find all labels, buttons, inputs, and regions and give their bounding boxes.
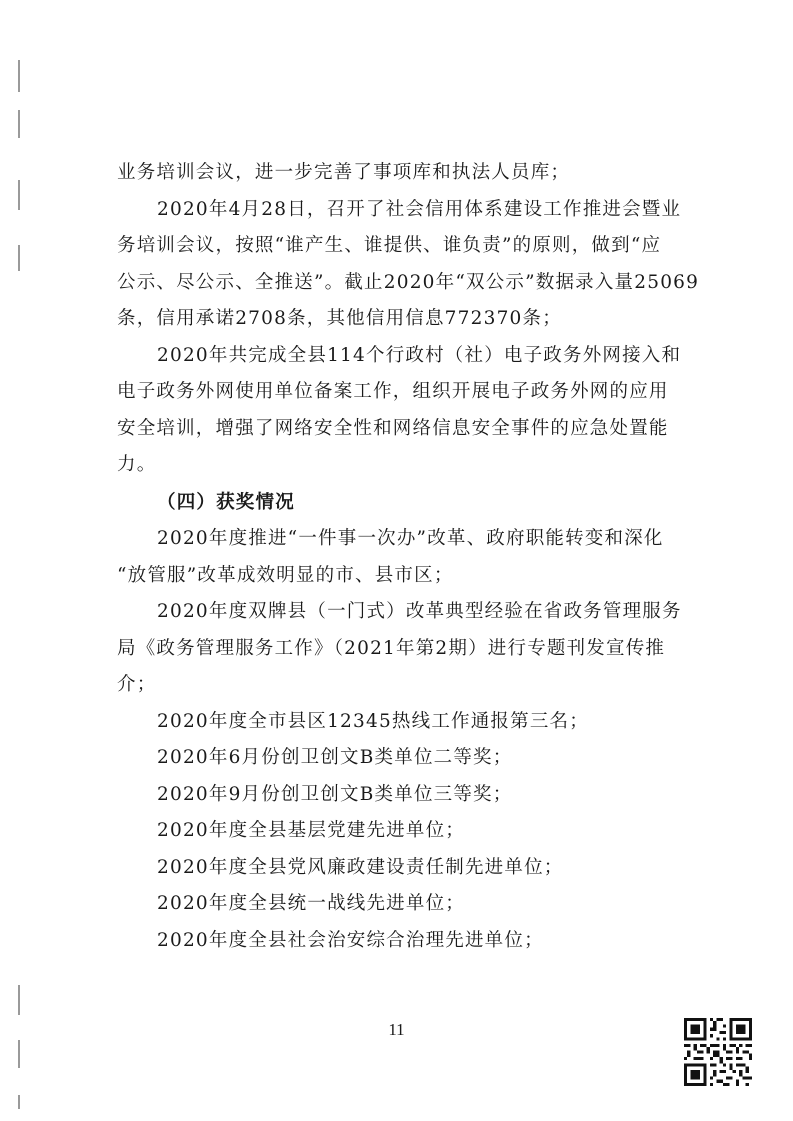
body-text-line: 业务培训会议，进一步完善了事项库和执法人员库；: [117, 162, 571, 183]
edge-mark: [18, 110, 20, 138]
body-text-line: 电子政务外网使用单位备案工作，组织开展电子政务外网的应用: [117, 381, 669, 402]
edge-mark: [18, 985, 20, 1015]
body-text-line: 务培训会议，按照“谁产生、谁提供、谁负责”的原则，做到“应: [117, 235, 662, 256]
award-item-line: 介；: [117, 674, 157, 695]
body-text-line: 2020年共完成全县114个行政村（社）电子政务外网接入和: [157, 344, 682, 366]
body-text-line: 2020年4月28日，召开了社会信用体系建设工作推进会暨业: [157, 198, 682, 220]
award-item-line: 2020年6月份创卫创文B类单位二等奖；: [157, 747, 513, 768]
award-item-line: 2020年度全县党风廉政建设责任制先进单位；: [157, 856, 564, 878]
award-item-line: 2020年度全市县区12345热线工作通报第三名；: [157, 710, 589, 732]
document-body: [117, 155, 700, 959]
body-text-line: 公示、尽公示、全推送”。截止2020年“双公示”数据录入量25069: [117, 271, 700, 293]
award-item-line: 2020年度推进“一件事一次办”改革、政府职能转变和深化: [157, 528, 664, 549]
edge-mark: [18, 180, 20, 210]
award-item-line: 2020年度双牌县（一门式）改革典型经验在省政务管理服务: [157, 601, 682, 622]
qr-code-icon: [684, 1018, 752, 1086]
award-item-line: 2020年度全县统一战线先进单位；: [157, 893, 465, 914]
page-edge-marks: [18, 40, 30, 1110]
edge-mark: [18, 1040, 20, 1068]
award-item-line: 2020年度全县社会治安综合治理先进单位；: [157, 929, 544, 951]
award-item-line: 2020年度全县基层党建先进单位；: [157, 820, 465, 841]
body-text-line: 条，信用承诺2708条，其他信用信息772370条；: [117, 308, 562, 329]
edge-mark: [18, 245, 20, 271]
award-item-line: 2020年9月份创卫创文B类单位三等奖；: [157, 783, 513, 805]
body-text-line: 安全培训，增强了网络安全性和网络信息安全事件的应急处置能: [117, 417, 669, 439]
edge-mark: [18, 1095, 20, 1109]
award-item-line: “放管服”改革成效明显的市、县市区；: [117, 564, 454, 586]
page-number: 11: [388, 1020, 405, 1039]
edge-mark: [18, 60, 20, 92]
section-heading: （四）获奖情况: [157, 491, 295, 513]
award-item-line: 局《政务管理服务工作》（2021年第2期）进行专题刊发宣传推: [117, 637, 666, 659]
body-text-line: 力。: [117, 454, 157, 475]
